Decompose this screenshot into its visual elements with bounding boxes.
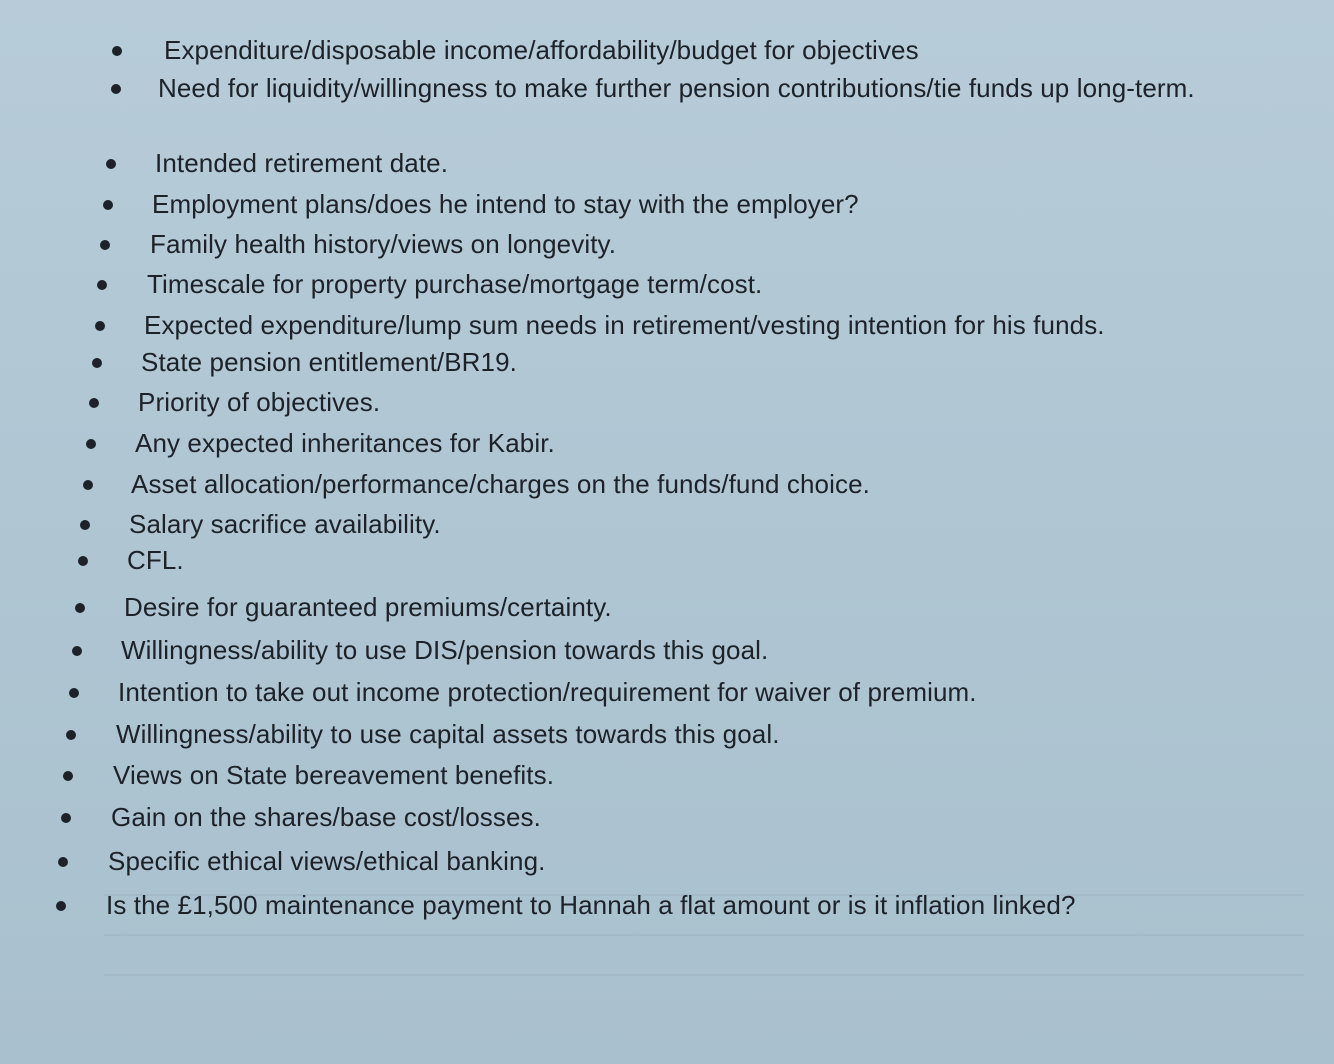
bullet-icon [58, 857, 68, 867]
bullet-icon [112, 46, 122, 56]
list-item [112, 32, 919, 68]
list-item-text: Views on State bereavement benefits. [113, 760, 555, 790]
bullet-icon [86, 439, 96, 449]
list-item [66, 716, 780, 752]
bullet-icon [69, 688, 79, 698]
list-item [100, 226, 616, 262]
list-item [61, 799, 541, 835]
list-item [89, 384, 380, 420]
list-item-text: Willingness/ability to use capital assets towards this goal. [116, 719, 780, 749]
bullet-icon [111, 84, 121, 94]
bullet-icon [66, 730, 76, 740]
bullet-icon [100, 240, 110, 250]
list-item [106, 145, 448, 181]
list-item [78, 542, 184, 578]
list-item-text: Gain on the shares/base cost/losses. [111, 802, 541, 832]
bullet-icon [63, 771, 73, 781]
list-item-text: Asset allocation/performance/charges on the funds/fund choice. [131, 469, 870, 499]
list-item-text: Priority of objectives. [138, 387, 381, 417]
list-item-text: CFL. [127, 545, 184, 575]
list-item-text: Any expected inheritances for Kabir. [135, 428, 555, 458]
bullet-icon [95, 321, 105, 331]
list-item-text: Is the £1,500 maintenance payment to Hannah a flat amount or is it inflation linked? [106, 890, 1076, 920]
list-item-text: Intention to take out income protection/requirement for waiver of premium. [118, 677, 977, 707]
bullet-icon [78, 556, 88, 566]
list-item [111, 70, 1198, 106]
bullet-icon [92, 358, 102, 368]
list-item-text: Family health history/views on longevity. [150, 229, 617, 259]
list-item [75, 589, 612, 625]
list-item [86, 425, 555, 461]
bullet-icon [83, 480, 93, 490]
list-item-text: Employment plans/does he intend to stay with the employer? [152, 189, 859, 219]
list-item [95, 307, 1105, 343]
bullet-icon [56, 901, 66, 911]
bullet-icon [97, 280, 107, 290]
list-item-text: Intended retirement date. [155, 148, 449, 178]
bullet-icon [61, 813, 71, 823]
list-item-text: Specific ethical views/ethical banking. [108, 846, 546, 876]
list-item-text: Timescale for property purchase/mortgage term/cost. [147, 269, 763, 299]
bullet-icon [89, 398, 99, 408]
list-item [103, 186, 859, 222]
list-item [80, 506, 441, 542]
list-item [69, 674, 977, 710]
list-item-text: Desire for guaranteed premiums/certainty. [124, 592, 612, 622]
list-item [92, 344, 517, 380]
list-item [72, 632, 768, 668]
list-item [58, 843, 545, 879]
bullet-icon [103, 200, 113, 210]
list-item-text: Need for liquidity/willingness to make further pension contributions/tie funds up long-term. [158, 73, 1195, 103]
list-item-text: Expenditure/disposable income/affordability/budget for objectives [164, 35, 919, 65]
list-item-text: Salary sacrifice availability. [129, 509, 441, 539]
list-item-text: Willingness/ability to use DIS/pension towards this goal. [121, 635, 769, 665]
bullet-icon [72, 646, 82, 656]
bullet-icon [80, 520, 90, 530]
list-item [63, 757, 554, 793]
list-item-text: State pension entitlement/BR19. [141, 347, 517, 377]
list-item [97, 266, 762, 302]
bullet-icon [106, 159, 116, 169]
list-item [56, 887, 1076, 923]
bullet-icon [75, 603, 85, 613]
list-item [83, 466, 870, 502]
list-item-text: Expected expenditure/lump sum needs in retirement/vesting intention for his funds. [144, 310, 1105, 340]
